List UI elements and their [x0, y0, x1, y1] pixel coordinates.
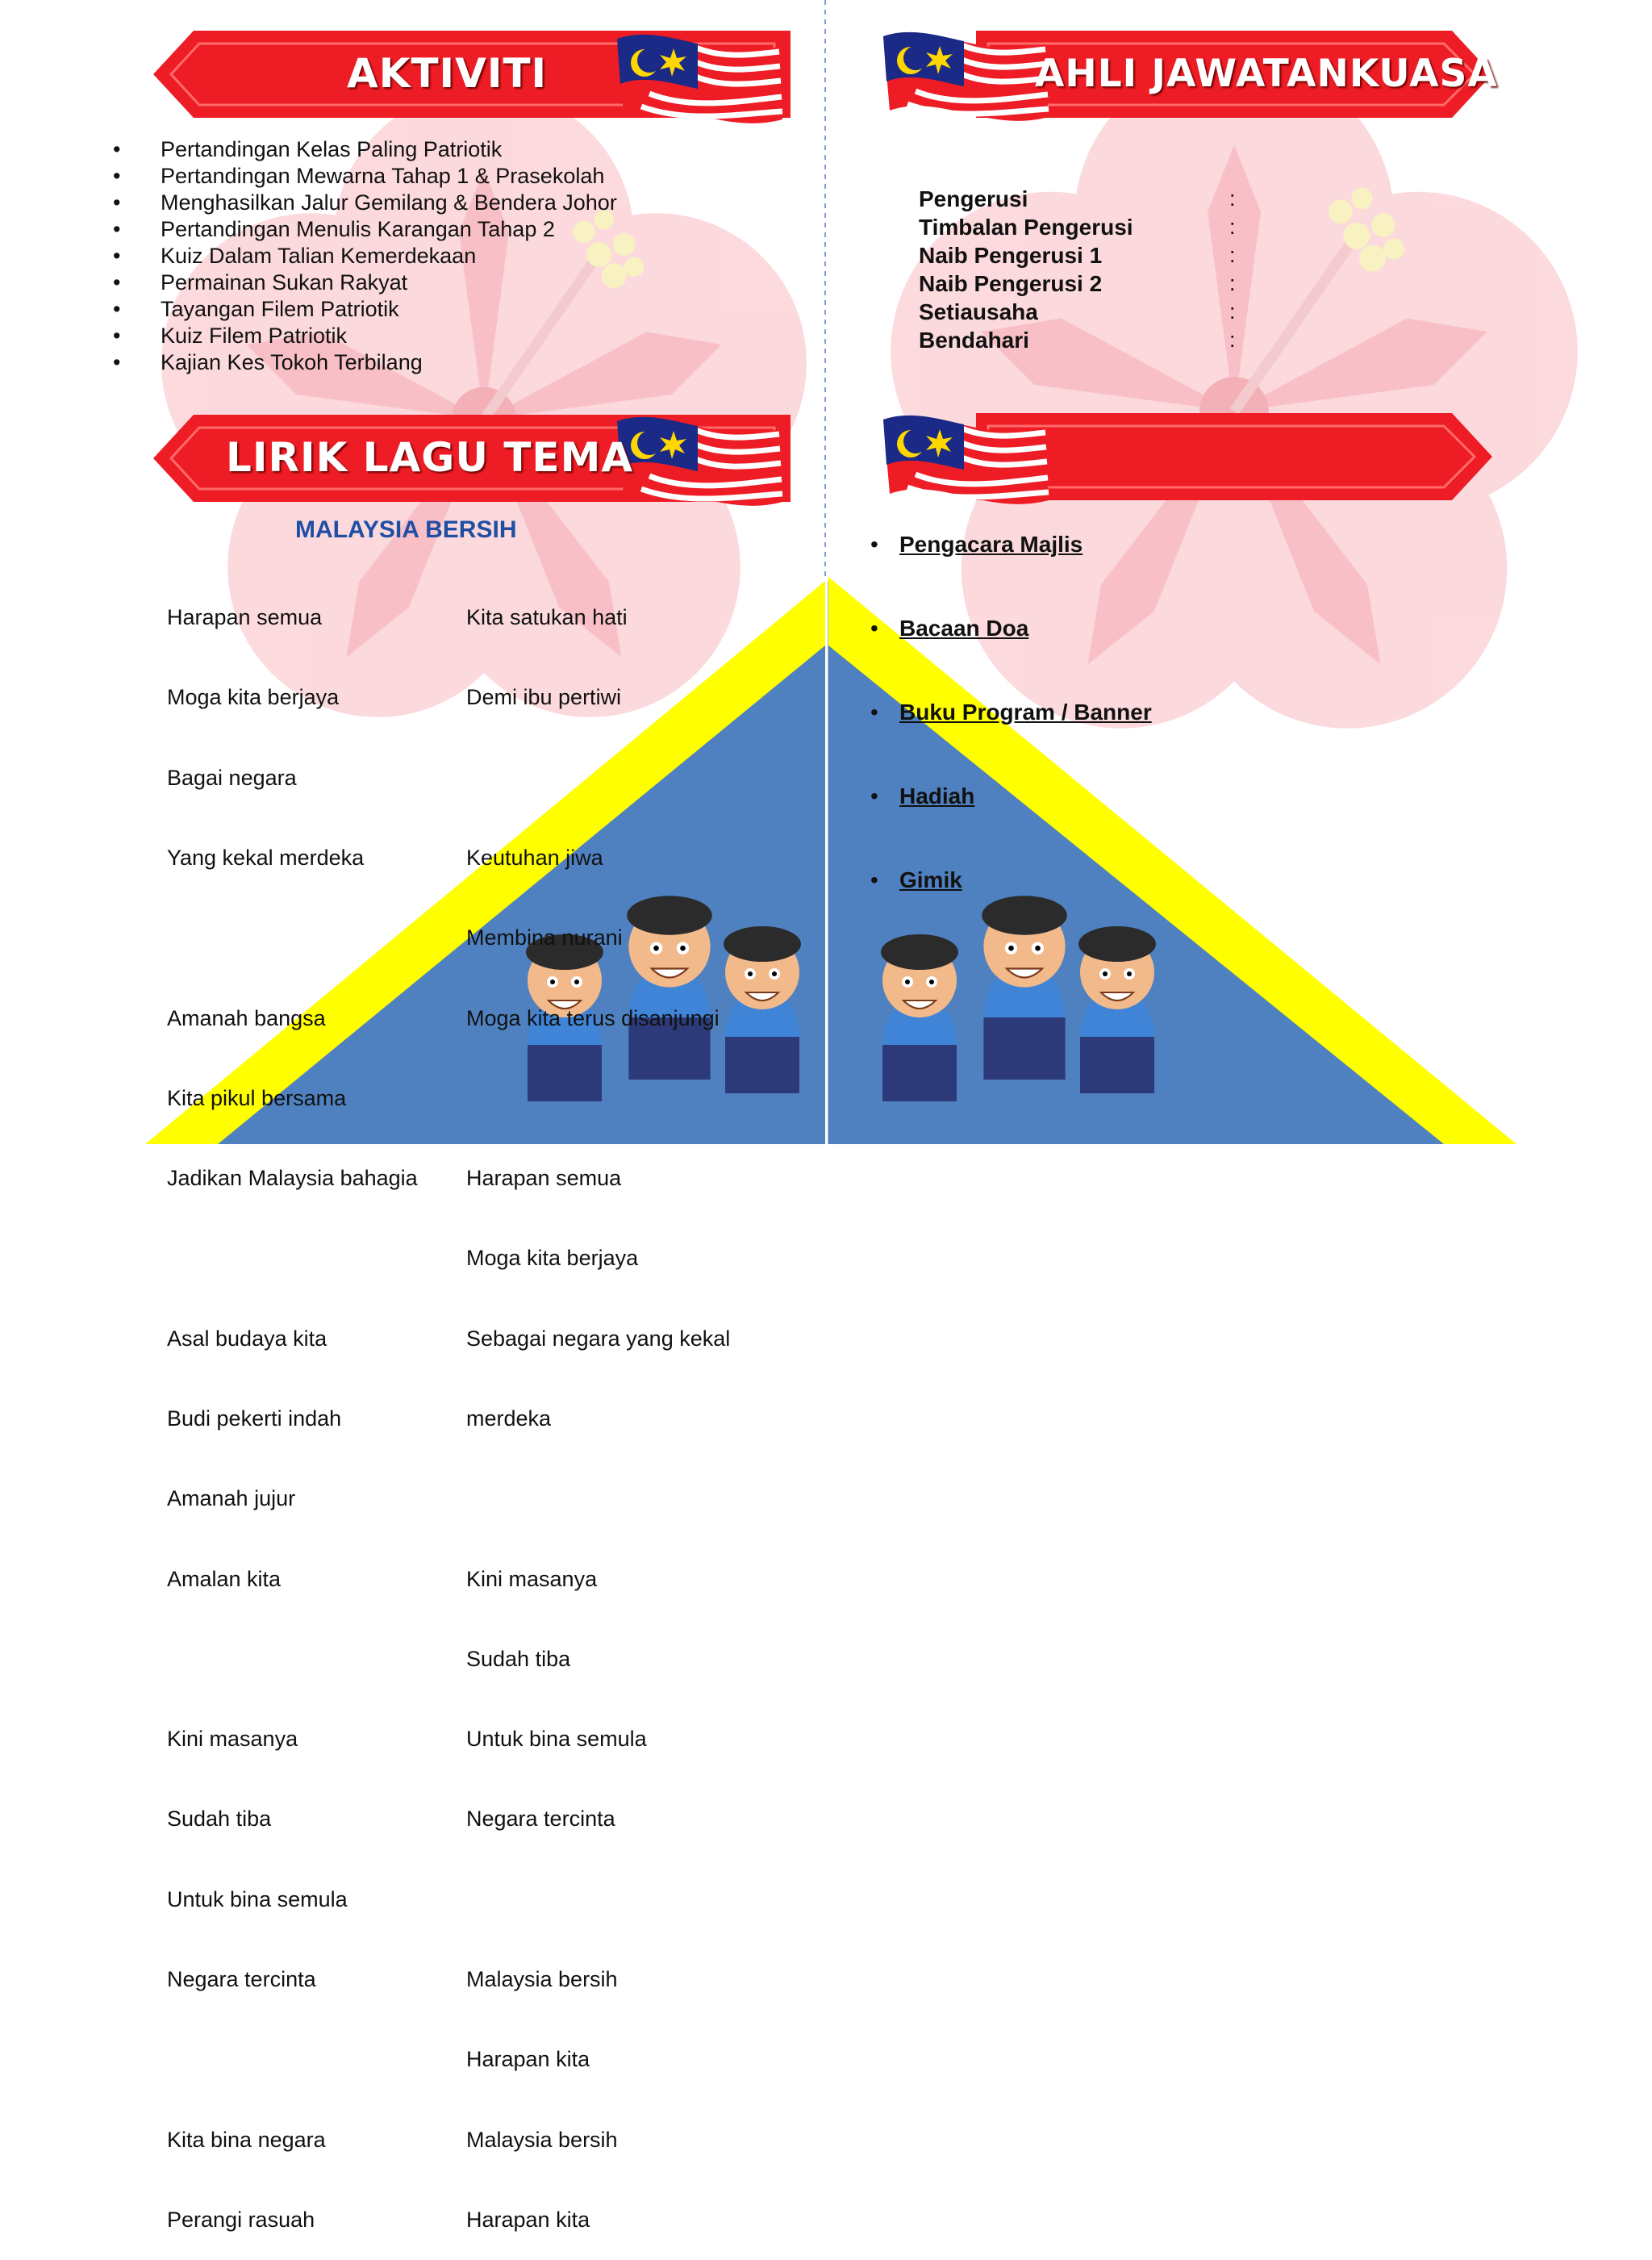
role-colon: :	[1229, 243, 1236, 267]
role-colon: :	[1229, 271, 1236, 295]
task-label: Bacaan Doa	[899, 616, 1029, 641]
lyric-line: Perangi rasuah	[167, 2207, 315, 2232]
lyric-line: Bagai negara	[167, 765, 297, 790]
lyric-line: Harapan kita	[466, 2207, 590, 2232]
lyric-line: Kita bina negara	[167, 2127, 326, 2152]
tasks-list	[870, 528, 1152, 948]
lyric-line	[167, 1245, 418, 1272]
task-label: Pengacara Majlis	[899, 532, 1083, 557]
list-item: • Kajian Kes Tokoh Terbilang	[113, 349, 617, 376]
aktiviti-title: AKTIVITI	[347, 50, 548, 97]
lyrics-left-column	[167, 551, 418, 2260]
task-item	[870, 696, 1152, 780]
lyric-line	[466, 765, 730, 792]
list-item: • Permainan Sukan Rakyat	[113, 269, 617, 296]
lyric-line: Moga kita berjaya	[167, 685, 340, 710]
lyric-line: Negara tercinta	[167, 1966, 316, 1991]
lyric-line: Kini masanya	[466, 1566, 598, 1591]
lyric-line: Budi pekerti indah	[167, 1406, 342, 1431]
list-item: • Pertandingan Kelas Paling Patriotik	[113, 136, 617, 163]
role-label: Naib Pengerusi 2	[919, 271, 1103, 296]
lyric-line: Demi ibu pertiwi	[466, 685, 622, 710]
list-item: • Tayangan Filem Patriotik	[113, 296, 617, 323]
lyric-line: Asal budaya kita	[167, 1326, 327, 1351]
task-label: Gimik	[899, 867, 962, 892]
lyric-line: Harapan semua	[466, 1166, 622, 1191]
lyric-line	[167, 2046, 418, 2073]
lyric-line: Sudah tiba	[167, 1807, 272, 1832]
task-item	[870, 612, 1152, 696]
lyric-line: Keutuhan jiwa	[466, 846, 603, 871]
task-label: Buku Program / Banner	[899, 700, 1152, 725]
list-item: • Pertandingan Menulis Karangan Tahap 2	[113, 216, 617, 243]
list-item: • Pertandingan Mewarna Tahap 1 & Prasekolah	[113, 163, 617, 190]
lyric-line: Moga kita berjaya	[466, 1246, 639, 1271]
role-colon: :	[1229, 299, 1236, 324]
role-label: Bendahari	[919, 328, 1029, 353]
lyric-line: Yang kekal merdeka	[167, 846, 365, 871]
ajk-title: AHLI JAWATANKUASA	[1035, 52, 1498, 96]
list-item: • Kuiz Dalam Talian Kemerdekaan	[113, 243, 617, 269]
lyric-line: Jadikan Malaysia bahagia	[167, 1166, 418, 1191]
lyric-line	[466, 1485, 730, 1512]
role-label: Timbalan Pengerusi	[919, 215, 1133, 240]
task-item	[870, 528, 1152, 612]
lyric-line	[167, 925, 418, 951]
lyric-line: Malaysia bersih	[466, 1966, 618, 1991]
list-item: • Kuiz Filem Patriotik	[113, 323, 617, 349]
role-colon: :	[1229, 215, 1236, 239]
lyric-line: Untuk bina semula	[167, 1886, 348, 1911]
lyric-line: Amanah jujur	[167, 1486, 296, 1511]
lyric-line: Sebagai negara yang kekal	[466, 1326, 731, 1351]
role-colon: :	[1229, 186, 1236, 211]
lyric-line: Amalan kita	[167, 1566, 282, 1591]
lirik-lagu-title: LIRIK LAGU TEMA	[226, 434, 634, 481]
role-label: Naib Pengerusi 1	[919, 243, 1103, 268]
task-item	[870, 864, 1152, 948]
list-item: • Menghasilkan Jalur Gemilang & Bendera Johor	[113, 190, 617, 216]
lyric-line: Kita satukan hati	[466, 605, 628, 630]
lyric-line: Sudah tiba	[466, 1646, 571, 1671]
role-label: Setiausaha	[919, 299, 1038, 324]
banner-tugas	[976, 413, 1492, 500]
lyrics-right-column	[466, 551, 730, 2260]
role-label: Pengerusi	[919, 186, 1028, 211]
lyric-line: Moga kita terus disanjungi	[466, 1005, 720, 1030]
lyric-line: Amanah bangsa	[167, 1005, 326, 1030]
lyric-line: Membina nurani	[466, 925, 623, 950]
lyric-line	[167, 1646, 418, 1673]
task-item	[870, 780, 1152, 864]
activities-list	[113, 136, 617, 376]
lyric-line	[466, 1085, 730, 1112]
lyric-line: Kita pikul bersama	[167, 1085, 347, 1110]
lyric-line: merdeka	[466, 1406, 552, 1431]
lyric-line: Negara tercinta	[466, 1807, 615, 1832]
lyric-line: Kini masanya	[167, 1727, 298, 1752]
song-title: MALAYSIA BERSIH	[295, 516, 517, 543]
lyric-line: Harapan kita	[466, 2047, 590, 2072]
lyric-line: Untuk bina semula	[466, 1727, 647, 1752]
lyric-line: Malaysia bersih	[466, 2127, 618, 2152]
task-label: Hadiah	[899, 783, 975, 808]
role-colon: :	[1229, 328, 1236, 352]
lyric-line	[466, 1886, 730, 1913]
lyric-line: Harapan semua	[167, 605, 323, 630]
